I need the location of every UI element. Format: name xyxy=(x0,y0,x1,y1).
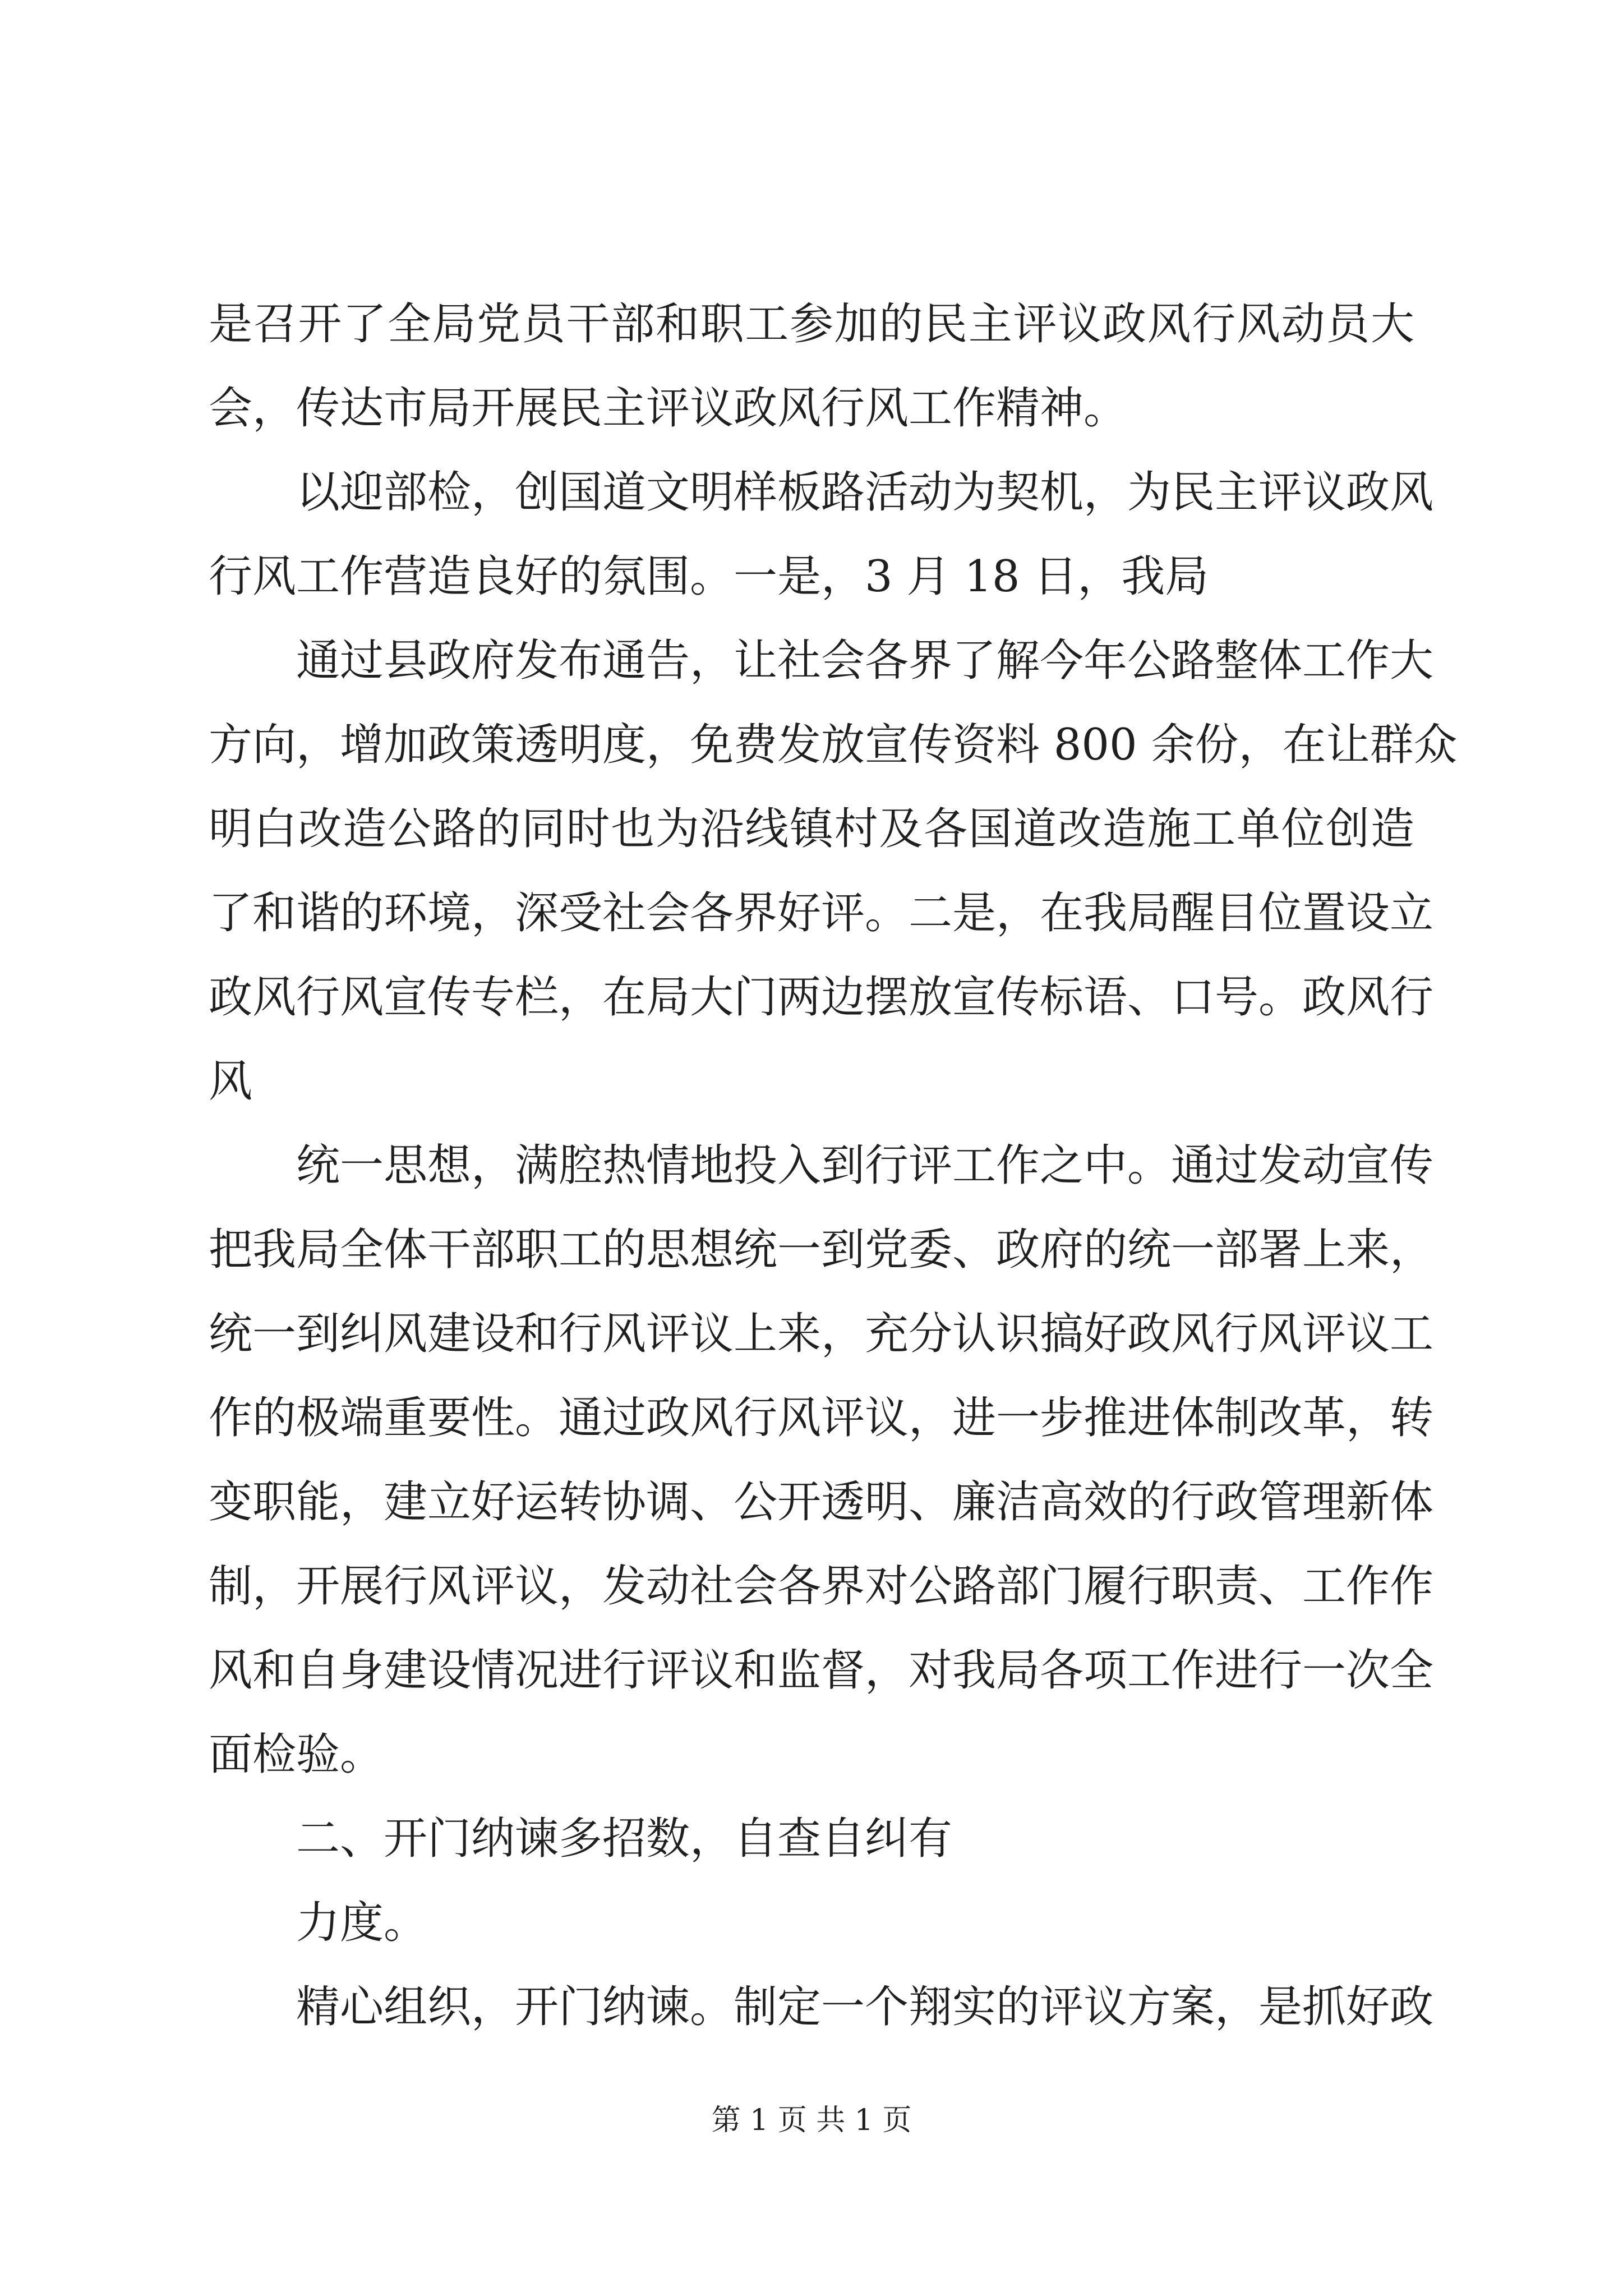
text-line: 通过县政府发布通告，让社会各界了解今年公路整体工作大 xyxy=(296,636,1434,686)
text-line: 会，传达市局开展民主评议政风行风工作精神。 xyxy=(209,383,1128,434)
text-line: 了和谐的环境，深受社会各界好评。二是，在我局醒目位置设立 xyxy=(209,888,1434,938)
text-line: 统一到纠风建设和行风评议上来，充分认识搞好政风行风评议工 xyxy=(209,1309,1434,1359)
text-line: 变职能，建立好运转协调、公开透明、廉洁高效的行政管理新体 xyxy=(209,1477,1434,1527)
section-heading: 二、开门纳谏多招数，自查自纠有 xyxy=(296,1814,953,1864)
text-line: 以迎部检，创国道文明样板路活动为契机，为民主评议政风 xyxy=(296,467,1434,518)
section-heading-continuation: 力度。 xyxy=(296,1898,428,1948)
text-line: 风和自身建设情况进行评议和监督，对我局各项工作进行一次全 xyxy=(209,1645,1434,1696)
page-number-footer: 第 1 页 共 1 页 xyxy=(711,2104,912,2137)
text-line: 风 xyxy=(209,1056,253,1107)
text-line: 政风行风宣传专栏，在局大门两边摆放宣传标语、口号。政风行 xyxy=(209,972,1434,1023)
text-line: 制，开展行风评议，发动社会各界对公路部门履行职责、工作作 xyxy=(209,1561,1434,1612)
text-line: 作的极端重要性。通过政风行风评议，进一步推进体制改革，转 xyxy=(209,1393,1434,1443)
text-line: 明白改造公路的同时也为沿线镇村及各国道改造施工单位创造 xyxy=(209,804,1414,854)
text-line: 方向，增加政策透明度，免费发放宣传资料 800 余份，在让群众 xyxy=(209,720,1458,770)
text-line: 把我局全体干部职工的思想统一到党委、政府的统一部署上来， xyxy=(209,1225,1434,1275)
text-line: 面检验。 xyxy=(209,1729,384,1780)
text-line: 是召开了全局党员干部和职工参加的民主评议政风行风动员大 xyxy=(209,299,1414,349)
text-line: 统一思想，满腔热情地投入到行评工作之中。通过发动宣传 xyxy=(296,1140,1434,1191)
text-line: 行风工作营造良好的氛围。一是，3 月 18 日，我局 xyxy=(209,551,1209,602)
text-line: 精心组织，开门纳谏。制定一个翔实的评议方案，是抓好政 xyxy=(296,1982,1434,2032)
